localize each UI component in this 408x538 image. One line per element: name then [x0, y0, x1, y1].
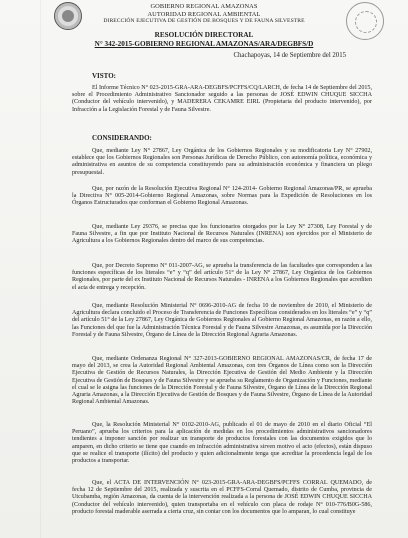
paragraph-1: Que, mediante Ley N° 27867, Ley Orgánica de los Gobiernos Regionales y su modificatoria Ley N° 27902, establece que los Gobiernos Regionales son Personas Jurídicas de Derecho Público, con autonomía política, económica y administrativa en asuntos de su competencia constituyendo para su administración económica y financiera un pliego presupuestal. [72, 148, 372, 176]
date-line: Chachapoyas, 14 de Septiembre del 2015 [233, 52, 346, 59]
resolution-number: N° 342-2015-GOBIERNO REGIONAL AMAZONAS/ARA/DEGBFS/D [94, 40, 314, 48]
considerando-heading: CONSIDERANDO: [92, 134, 152, 142]
paragraph-8: Que, el ACTA DE INTERVENCIÓN N° 023-2015-GRA-ARA-DEGBFS/PCFFS CORRAL QUEMADO, de fecha 12 de Septiembre del 2015, realizada y suscrita en el PCFFS-Corral Quemado, distrito de Cumba, provincia de Utcubamba, región Amazonas, da cuenta de la intervención realizada a la persona de JOSÉ EDWIN CHUQUE SICCHA (Conductor del vehículo intervenido), quien transportaba en el vehículo con placa de rodaje N° 010-776/B0G-586, producto forestal maderable aserrada a cierta cruz, sin contar con los documentos que lo amparan, lo cual constituye [72, 480, 372, 515]
paragraph-4: Que, por Decreto Supremo N° 011-2007-AG, se aprueba la transferencia de las facultades que corresponden a las funciones específicas de los literales “e” y “q” del artículo 51° de la Ley N° 27867, Ley Orgánica de los Gobiernos Regionales, por parte del ex Instituto Nacional de Recursos Naturales - INRENA a los Gobiernos Regionales que acrediten el acta de entrega y recepción. [72, 263, 372, 291]
paragraph-6: Que, mediante Ordenanza Regional N° 327-2013-GOBIERNO REGIONAL AMAZONAS/CR, de fecha 17 de mayo del 2013, se crea la Autoridad Regional Ambiental Amazonas, con tres Órganos de Línea como son la Dirección Ejecutiva de Gestión de Recursos Naturales, la Dirección Ejecutiva de Gestión del Medio Ambiente y la Dirección Ejecutiva de Gestión de Bosques y de Fauna Silvestre y se aprueba su Reglamento de Organización y Funciones, mediante el cual se le asigna las funciones de la Dirección Forestal y de Fauna Silvestre, Órgano de Línea de la Dirección Regional Agraria Amazonas, a la Dirección Ejecutiva de Gestión de Bosques y de Fauna Silvestre, Órgano de Línea de la Autoridad Regional Ambiental Amazonas. [72, 356, 372, 406]
visto-heading: VISTO: [92, 72, 116, 80]
letterhead-line-3: DIRECCIÓN EJECUTIVA DE GESTIÓN DE BOSQUES Y DE FAUNA SILVESTRE [103, 18, 305, 25]
scan-fold-shadow [40, 0, 41, 538]
letterhead [0, 3, 408, 26]
letterhead-line-1: GOBIERNO REGIONAL AMAZONAS [150, 3, 258, 10]
paragraph-7: Que, la Resolución Ministerial N° 0102-2010-AG, publicado el 01 de mayo de 2010 en el diario Oficial “El Peruano”, aprueba los criterios para la aplicación de medidas en los procedimientos administrativos sancionadores tendientes a imponer sanción por realizar un transporte de productos forestales con las documentos exigidos que lo amparen, en dicho criterio se tiene que cuando en infracción administrativa sirven motivo el acto (efectos), están dispuso que se realice el transporte (ilícito) del producto y quien adicionalmente tenga que acreditar la procedencia legal de los productos a transportar. [72, 422, 372, 465]
paragraph-2: Que, por razón de la Resolución Ejecutiva Regional N° 124-2014- Gobierno Regional Amazonas/PR, se aprueba la Directiva N° 005-2014-Gobierno Regional Amazonas, sobre Normas para la Expedición de Resoluciones en los Órganos Estructurados que conforman el Gobierno Regional Amazonas. [72, 186, 372, 207]
resolution-title: RESOLUCIÓN DIRECTORAL [154, 31, 254, 39]
paragraph-5: Que, mediante Resolución Ministerial N° 0696-2010-AG de fecha 10 de noviembre de 2010, el Ministerio de Agricultura declara concluido el Proceso de Transferencia de Funciones Específicas considerados en los literales “e” y “q” del artículo 51° de la Ley 27867, Ley Orgánica de Gobiernos Regionales al Gobierno Regional Amazonas, en razón a ello, las Funciones del que fue la Administración Técnica Forestal y de Fauna Silvestre Amazonas, es asumida por la Dirección Forestal y de Fauna Silvestre, Órgano de Línea de la Dirección Regional Agraria Amazonas. [72, 303, 372, 338]
resolution-title-block [0, 31, 408, 49]
visto-paragraph: El Informe Técnico N° 023-2015-GRA-ARA-DEGBFS/PCFFS/CQ/LARCH, de fecha 14 de Septiembre del 2015, sobre el Procedimiento Administrativo Sancionador seguido a las personas de JOSÉ EDWIN CHUQUE SICCHA (Conductor del vehículo intervenido), y MADERERA CEKAMRE EIRL (Propietaria del producto intervenido), por Infracción a la Legislación Forestal y de Fauna Silvestre. [72, 85, 372, 113]
letterhead-line-2: AUTORIDAD REGIONAL AMBIENTAL [147, 10, 261, 18]
paragraph-3: Que, mediante Ley 29376, se precisa que los funcionarios otorgados por la Ley N° 27308, Ley Forestal y de Fauna Silvestre, a fin que por Instituto Nacional de Recursos Naturales (INRENA) son ejercidos por el Ministerio de Agricultura a los Gobiernos Regionales dentro del marco de sus competencias. [72, 224, 372, 245]
